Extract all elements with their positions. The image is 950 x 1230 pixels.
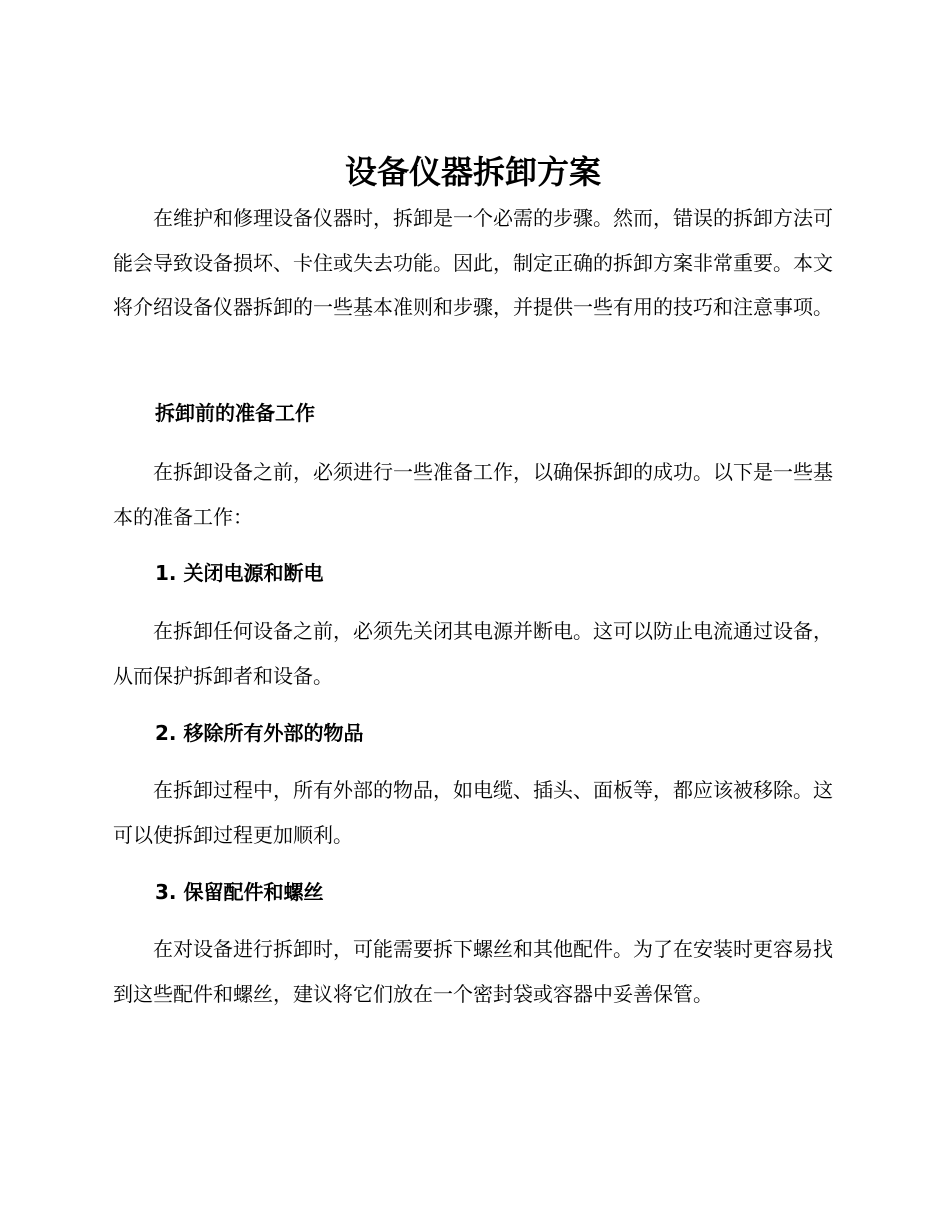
- item-body-3: 在对设备进行拆卸时，可能需要拆下螺丝和其他配件。为了在安装时更容易找到这些配件和螺丝，建议将它们放在一个密封袋或容器中妥善保管。: [113, 937, 833, 1006]
- item-heading-3: 3. 保留配件和螺丝: [155, 880, 324, 904]
- item-heading-1: 1. 关闭电源和断电: [155, 561, 324, 585]
- section-intro-paragraph: 在拆卸设备之前，必须进行一些准备工作，以确保拆卸的成功。以下是一些基本的准备工作：: [113, 460, 833, 529]
- item-body-2: 在拆卸过程中，所有外部的物品，如电缆、插头、面板等，都应该被移除。这可以使拆卸过程更加顺利。: [113, 778, 833, 847]
- section-heading: 拆卸前的准备工作: [155, 401, 315, 425]
- document-title: 设备仪器拆卸方案: [344, 153, 601, 191]
- intro-paragraph: 在维护和修理设备仪器时，拆卸是一个必需的步骤。然而，错误的拆卸方法可能会导致设备损坏、卡住或失去功能。因此，制定正确的拆卸方案非常重要。本文将介绍设备仪器拆卸的一些基本准则和步骤，并提供一些有用的技巧和注意事项。: [113, 206, 833, 319]
- item-heading-2: 2. 移除所有外部的物品: [155, 721, 364, 745]
- item-body-1: 在拆卸任何设备之前，必须先关闭其电源并断电。这可以防止电流通过设备，从而保护拆卸者和设备。: [113, 619, 833, 688]
